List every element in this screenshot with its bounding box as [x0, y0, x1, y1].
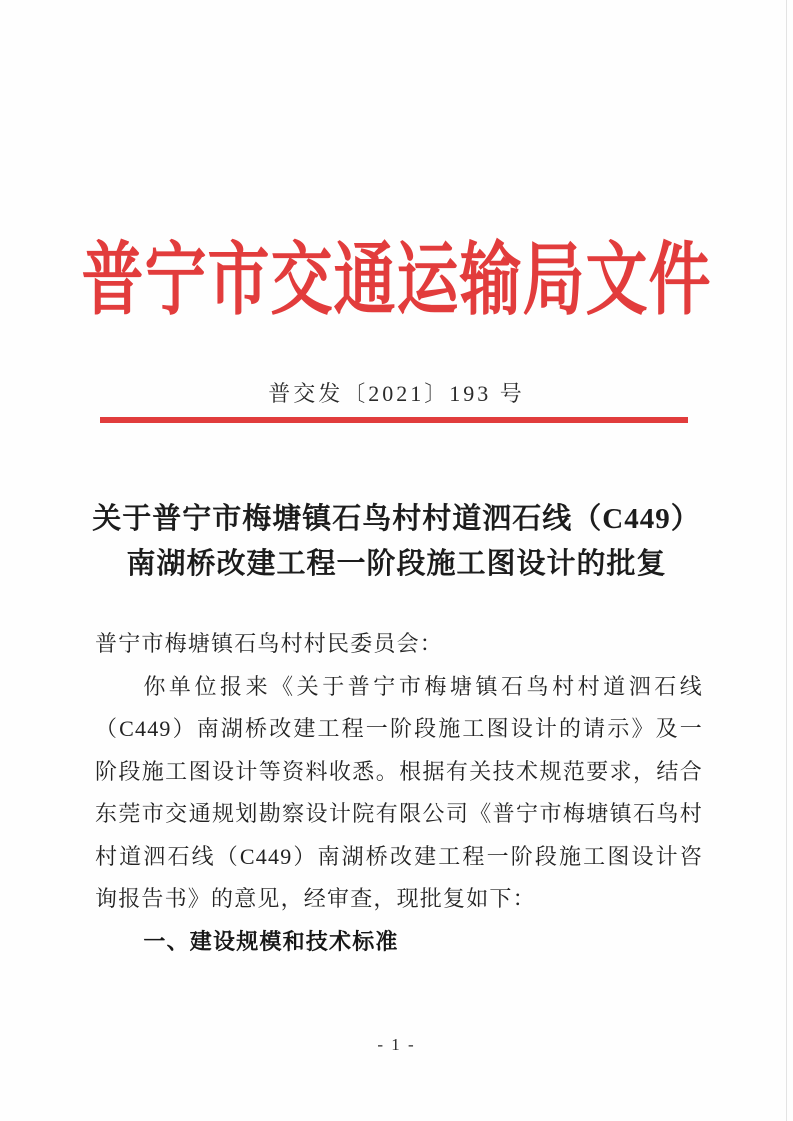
section-heading: 一、建设规模和技术标准 — [143, 928, 399, 954]
body-paragraph: 你单位报来《关于普宁市梅塘镇石鸟村村道泗石线（C449）南湖桥改建工程一阶段施工图设计的请示》及一阶段施工图设计等资料收悉。根据有关技术规范要求，结合东莞市交通规划勘察设计院有限公司《普宁市梅塘镇石鸟村村道泗石线（C449）南湖桥改建工程一阶段施工图设计咨询报告书》的意见，经审查，现批复如下： — [95, 673, 703, 911]
scan-edge-line — [786, 0, 787, 1121]
document-body — [95, 623, 703, 963]
page-number: - 1 - — [377, 1035, 416, 1054]
document-title-line2: 南湖桥改建工程一阶段施工图设计的批复 — [126, 548, 667, 580]
letterhead-title: 普宁市交通运输局文件 — [81, 237, 712, 325]
document-number: 普交发〔2021〕193 号 — [268, 381, 525, 406]
recipient-line: 普宁市梅塘镇石鸟村村民委员会： — [95, 631, 444, 656]
document-title — [45, 497, 748, 587]
red-divider-rule — [100, 417, 688, 423]
document-title-line1: 关于普宁市梅塘镇石鸟村村道泗石线（C449） — [92, 503, 701, 535]
